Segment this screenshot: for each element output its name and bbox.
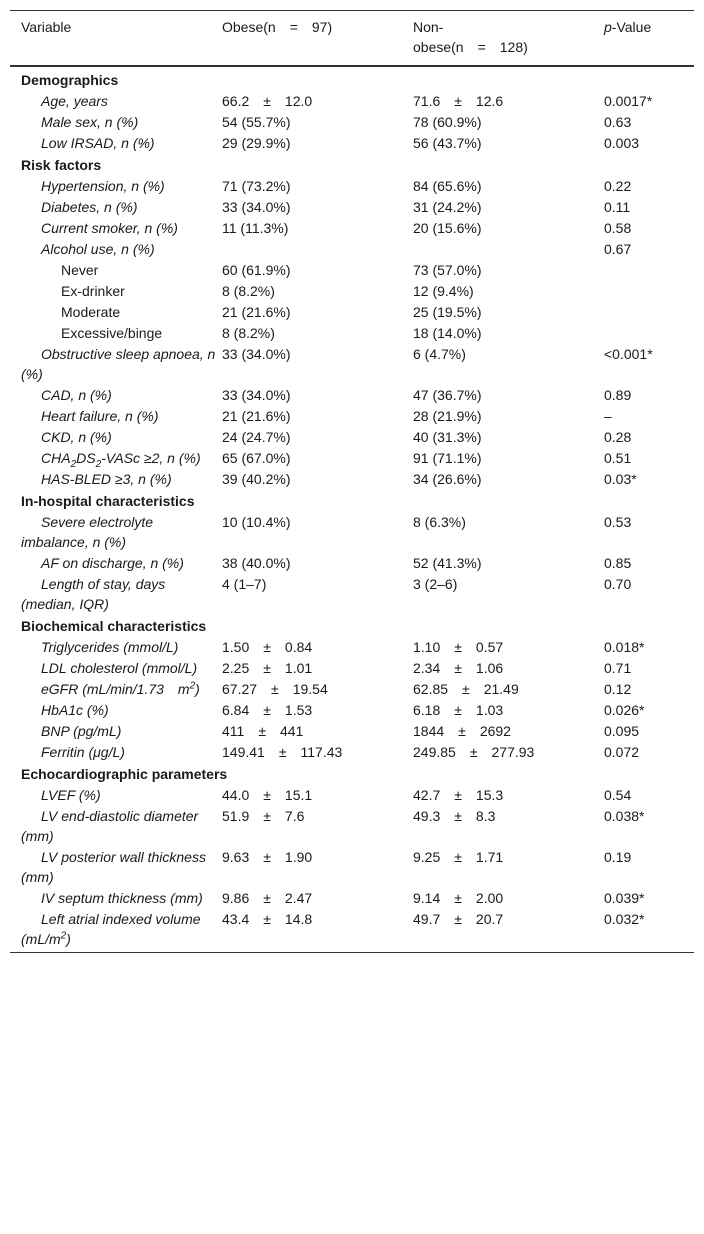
table-row [10,280,694,301]
header-nonobese [413,11,604,65]
table-row [10,511,694,552]
p-value: 0.51 [604,450,632,466]
nonobese-value [413,238,604,259]
nonobese-value: 28 (21.9%) [413,408,482,424]
table-row [10,846,694,887]
nonobese-value: 47 (36.7%) [413,387,482,403]
row-label: Diabetes, n (%) [41,199,138,215]
nonobese-value: 8 (6.3%) [413,514,466,530]
nonobese-value: 42.7 ± 15.3 [413,787,504,803]
header-nonobese-line1: Non- [413,19,444,35]
nonobese-value: 91 (71.1%) [413,450,482,466]
p-value: – [604,408,612,424]
label-part: -VASc ≥2, n (%) [101,450,201,466]
p-value: 0.58 [604,220,632,236]
table-row [10,196,694,217]
obese-value: 8 (8.2%) [222,283,275,299]
nonobese-value: 20 (15.6%) [413,220,482,236]
obese-value: 24 (24.7%) [222,429,291,445]
obese-value [222,238,413,259]
obese-value: 10 (10.4%) [222,514,291,530]
section-in-hospital: In-hospital characteristics [21,493,195,509]
label-part: eGFR (mL/min/1.73 m [41,681,190,697]
p-value [604,301,694,322]
section-risk-factors: Risk factors [21,157,102,173]
obese-value: 9.86 ± 2.47 [222,890,313,906]
section-row [10,67,694,90]
table-row [10,343,694,384]
obese-value: 66.2 ± 12.0 [222,93,313,109]
obese-value: 33 (34.0%) [222,199,291,215]
header-nonobese-line2: obese(n = 128) [413,39,528,55]
table-row [10,405,694,426]
p-value: 0.71 [604,660,632,676]
row-label: Alcohol use, n (%) [41,241,155,257]
label-part: Left atrial indexed volume (mL/m [21,911,201,947]
nonobese-value: 84 (65.6%) [413,178,482,194]
obese-value: 71 (73.2%) [222,178,291,194]
nonobese-value: 34 (26.6%) [413,471,482,487]
row-label: Current smoker, n (%) [41,220,178,236]
label-part: CHA [41,450,71,466]
row-label: LDL cholesterol (mmol/L) [41,660,198,676]
p-value: 0.70 [604,576,632,592]
p-value: 0.095 [604,723,640,739]
header-variable: Variable [21,19,72,35]
table-row [10,468,694,489]
table-row [10,426,694,447]
obese-value: 67.27 ± 19.54 [222,681,328,697]
table-row [10,238,694,259]
nonobese-value: 52 (41.3%) [413,555,482,571]
nonobese-value: 9.14 ± 2.00 [413,890,504,906]
p-value: 0.63 [604,114,632,130]
nonobese-value: 6.18 ± 1.03 [413,702,504,718]
row-label: Triglycerides (mmol/L) [41,639,179,655]
nonobese-value: 12 (9.4%) [413,283,474,299]
p-value [604,322,694,343]
table-row [10,132,694,153]
row-label: Male sex, n (%) [41,114,139,130]
p-value [604,280,694,301]
row-label: Hypertension, n (%) [41,178,165,194]
nonobese-value: 40 (31.3%) [413,429,482,445]
row-label: Moderate [61,304,121,320]
obese-value: 21 (21.6%) [222,304,291,320]
table-row [10,657,694,678]
obese-value: 33 (34.0%) [222,346,291,362]
p-value: 0.54 [604,787,632,803]
nonobese-value: 9.25 ± 1.71 [413,849,504,865]
data-table [10,11,694,65]
nonobese-value: 49.3 ± 8.3 [413,808,496,824]
obese-value: 39 (40.2%) [222,471,291,487]
data-table-body [10,67,694,949]
obese-value: 6.84 ± 1.53 [222,702,313,718]
nonobese-value: 249.85 ± 277.93 [413,744,535,760]
obese-value: 411 ± 441 [222,723,304,739]
row-label: LVEF (%) [41,787,101,803]
table-row [10,573,694,614]
row-label [10,908,222,949]
p-value: 0.28 [604,429,632,445]
nonobese-value: 56 (43.7%) [413,135,482,151]
nonobese-value: 1844 ± 2692 [413,723,511,739]
section-demographics: Demographics [21,72,119,88]
p-value: 0.003 [604,135,640,151]
nonobese-value: 1.10 ± 0.57 [413,639,504,655]
section-row [10,489,694,511]
row-label: Never [61,262,99,278]
label-part: DS [76,450,96,466]
nonobese-value: 6 (4.7%) [413,346,466,362]
obese-value: 44.0 ± 15.1 [222,787,313,803]
nonobese-value: 49.7 ± 20.7 [413,911,504,927]
row-label: Excessive/binge [61,325,163,341]
row-label [10,447,222,468]
header-obese: Obese(n = 97) [222,19,333,35]
obese-value: 29 (29.9%) [222,135,291,151]
table-row [10,259,694,280]
nonobese-value: 62.85 ± 21.49 [413,681,519,697]
row-label: IV septum thickness (mm) [41,890,203,906]
label-part: ) [66,931,71,947]
p-value [604,259,694,280]
row-label: LV end-diastolic diameter (mm) [21,808,199,844]
row-label: Obstructive sleep apnoea, n (%) [21,346,216,382]
row-label: Age, years [41,93,108,109]
table-row [10,447,694,468]
label-subscript: 2 [95,458,102,470]
row-label: CAD, n (%) [41,387,112,403]
label-superscript: 2 [60,930,67,942]
p-value: 0.038* [604,808,645,824]
row-label: HAS-BLED ≥3, n (%) [41,471,172,487]
p-value: 0.12 [604,681,632,697]
p-value: 0.072 [604,744,640,760]
label-subscript: 2 [70,458,77,470]
obese-value: 38 (40.0%) [222,555,291,571]
p-value: 0.89 [604,387,632,403]
table-row [10,301,694,322]
row-label: CKD, n (%) [41,429,112,445]
p-value: 0.032* [604,911,645,927]
row-label: Ferritin (μg/L) [41,744,125,760]
row-label: Heart failure, n (%) [41,408,159,424]
table-row [10,805,694,846]
label-superscript: 2 [189,680,196,692]
section-biochemical: Biochemical characteristics [21,618,207,634]
obese-value: 60 (61.9%) [222,262,291,278]
header-pvalue [604,11,694,65]
section-row [10,762,694,784]
obese-value: 43.4 ± 14.8 [222,911,313,927]
table-row [10,678,694,699]
table-row [10,322,694,343]
obese-value: 1.50 ± 0.84 [222,639,313,655]
p-value: <0.001* [604,346,653,362]
nonobese-value: 71.6 ± 12.6 [413,93,504,109]
obese-value: 11 (11.3%) [222,220,289,236]
obese-value: 33 (34.0%) [222,387,291,403]
table-row [10,217,694,238]
baseline-characteristics-table [10,10,694,953]
p-value: 0.03* [604,471,637,487]
table-row [10,90,694,111]
nonobese-value: 2.34 ± 1.06 [413,660,504,676]
obese-value: 149.41 ± 117.43 [222,744,343,760]
obese-value: 21 (21.6%) [222,408,291,424]
p-value: 0.19 [604,849,632,865]
nonobese-value: 18 (14.0%) [413,325,482,341]
obese-value: 4 (1–7) [222,576,267,592]
row-label: HbA1c (%) [41,702,109,718]
p-value: 0.018* [604,639,645,655]
section-echocardiographic: Echocardiographic parameters [21,766,228,782]
row-label: LV posterior wall thickness (mm) [21,849,206,885]
p-value: 0.85 [604,555,632,571]
header-pvalue-p: p [604,19,612,35]
table-row [10,175,694,196]
nonobese-value: 3 (2–6) [413,576,458,592]
section-row [10,153,694,175]
table-bottom-rule [10,952,694,953]
table-row [10,699,694,720]
p-value: 0.67 [604,241,632,257]
p-value: 0.53 [604,514,632,530]
nonobese-value: 25 (19.5%) [413,304,482,320]
row-label: BNP (pg/mL) [41,723,122,739]
obese-value: 9.63 ± 1.90 [222,849,313,865]
table-row [10,636,694,657]
nonobese-value: 78 (60.9%) [413,114,482,130]
obese-value: 8 (8.2%) [222,325,275,341]
table-row [10,741,694,762]
p-value: 0.22 [604,178,632,194]
obese-value: 51.9 ± 7.6 [222,808,305,824]
nonobese-value: 31 (24.2%) [413,199,482,215]
table-row [10,908,694,949]
obese-value: 65 (67.0%) [222,450,291,466]
nonobese-value: 73 (57.0%) [413,262,482,278]
header-row [10,11,694,65]
table-row [10,111,694,132]
table-row [10,887,694,908]
table-row [10,720,694,741]
section-row [10,614,694,636]
row-label: Ex-drinker [61,283,125,299]
row-label: Low IRSAD, n (%) [41,135,155,151]
p-value: 0.11 [604,199,631,215]
p-value: 0.0017* [604,93,653,109]
label-part: ) [195,681,200,697]
table-row [10,552,694,573]
table-row [10,784,694,805]
header-pvalue-rest: -Value [611,19,652,35]
row-label [10,678,222,699]
row-label: AF on discharge, n (%) [41,555,184,571]
table-row [10,384,694,405]
row-label: Length of stay, days (median, IQR) [21,576,166,612]
obese-value: 2.25 ± 1.01 [222,660,313,676]
p-value: 0.026* [604,702,645,718]
p-value: 0.039* [604,890,645,906]
obese-value: 54 (55.7%) [222,114,291,130]
row-label: Severe electrolyte imbalance, n (%) [21,514,154,550]
